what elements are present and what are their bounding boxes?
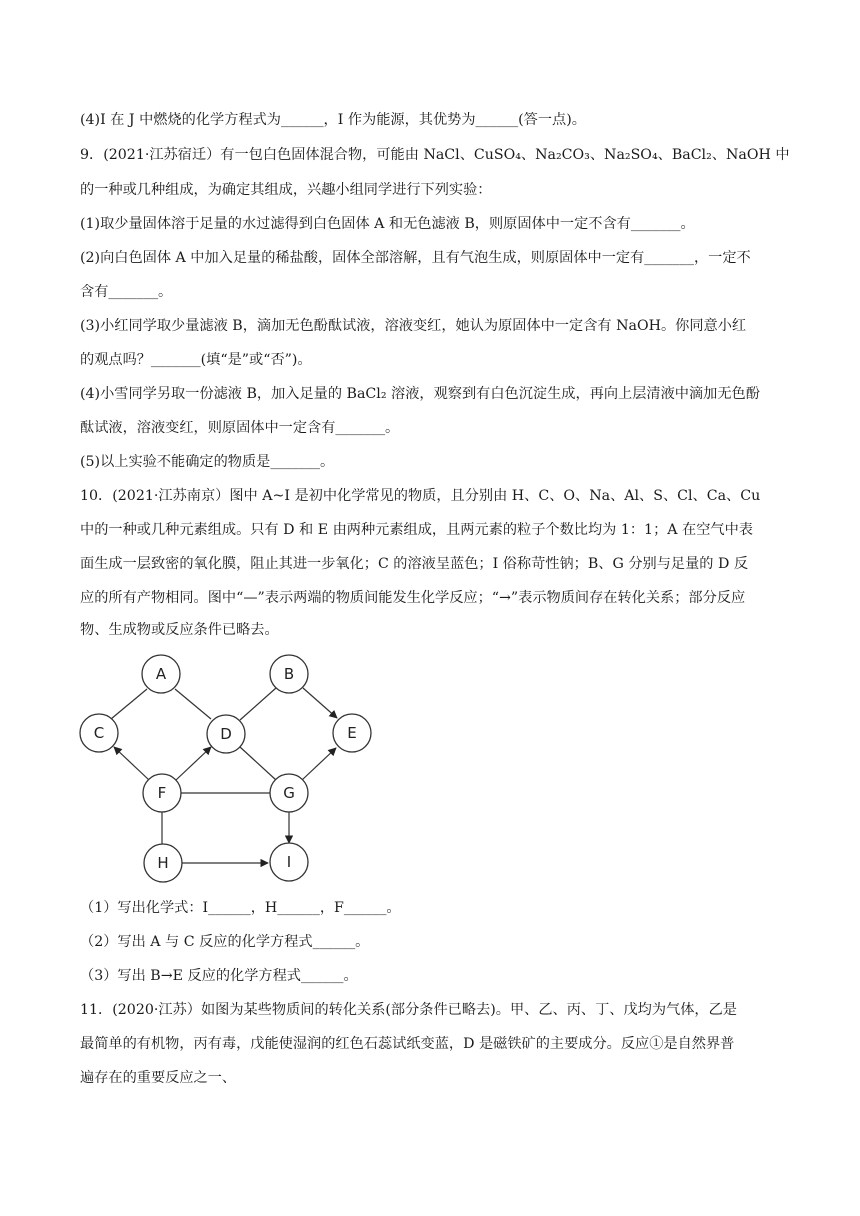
text-line: (4)小雪同学另取一份滤液 B，加入足量的 BaCl₂ 溶液，观察到有白色沉淀生成，再向上层清液中滴加无色酚 [80, 386, 760, 402]
arrow-f-d [176, 747, 211, 780]
text-line: (3)小红同学取少量滤液 B，滴加无色酚酞试液，溶液变红，她认为原固体中一定含有 NaOH。你同意小红 [80, 318, 747, 334]
node-label-b: B [283, 665, 295, 683]
text-line: 11．(2020·江苏）如图为某些物质间的转化关系(部分条件已略去)。甲、乙、丙、丁、戊均为气体，乙是 [80, 1002, 737, 1018]
text-line: 的观点吗？_______(填“是”或“否”)。 [80, 352, 312, 368]
arrow-b-e [303, 688, 337, 718]
node-label-i: I [286, 853, 292, 871]
text-line: 含有_______。 [80, 284, 173, 300]
node-label-c: C [93, 724, 105, 742]
node-label-a: A [155, 665, 167, 683]
text-line: （2）写出 A 与 C 反应的化学方程式______。 [80, 934, 370, 950]
text-line: 遍存在的重要反应之一、 [80, 1070, 237, 1086]
text-line: (1)取少量固体溶于足量的水过滤得到白色固体 A 和无色滤液 B，则原固体中一定不含有_______。 [80, 216, 695, 232]
edge-a-d [175, 689, 211, 719]
text-line: 应的所有产物相同。图中“—”表示两端的物质间能发生化学反应；“→”表示物质间存在转化关系；部分反应 [80, 590, 746, 606]
reaction-diagram [70, 650, 390, 894]
text-line: (4)I 在 J 中燃烧的化学方程式为______，I 作为能源，其优势为______(答一点)。 [80, 112, 586, 128]
edge-d-g [240, 747, 276, 780]
node-label-d: D [220, 725, 232, 743]
node-label-g: G [283, 784, 295, 802]
text-line: 面生成一层致密的氧化膜，阻止其进一步氧化；C 的溶液呈蓝色；I 俗称苛性钠；B、G 分别与足量的 D 反 [80, 556, 749, 572]
text-line: （3）写出 B→E 反应的化学方程式______。 [80, 968, 358, 984]
arrow-g-e [302, 748, 336, 780]
node-label-h: H [157, 854, 169, 872]
text-line: 的一种或几种组成，为确定其组成，兴趣小组同学进行下列实验： [80, 182, 492, 198]
text-line: (2)向白色固体 A 中加入足量的稀盐酸，固体全部溶解，且有气泡生成，则原固体中一定有_______，一定不 [80, 250, 751, 266]
text-line: 10．(2021·江苏南京）图中 A~I 是初中化学常见的物质，且分别由 H、C、O、Na、Al、S、Cl、Ca、Cu [80, 488, 761, 504]
text-line: 最简单的有机物，丙有毒，戊能使湿润的红色石蕊试纸变蓝，D 是磁铁矿的主要成分。反应①是自然界普 [80, 1036, 735, 1052]
edge-a-c [111, 689, 147, 719]
node-label-f: F [157, 784, 167, 802]
edge-b-d [240, 688, 276, 720]
text-line: (5)以上实验不能确定的物质是_______。 [80, 454, 335, 470]
text-line: 中的一种或几种元素组成。只有 D 和 E 由两种元素组成，且两元素的粒子个数比均为 1：1；A 在空气中表 [80, 522, 753, 538]
text-line: 物、生成物或反应条件已略去。 [80, 622, 279, 638]
text-line: （1）写出化学式：I______，H______，F______。 [80, 900, 401, 916]
text-line: 酞试液，溶液变红，则原固体中一定含有_______。 [80, 420, 400, 436]
arrow-f-c [114, 747, 149, 780]
node-label-e: E [347, 724, 357, 742]
text-line: 9．(2021·江苏宿迁）有一包白色固体混合物，可能由 NaCl、CuSO₄、Na₂CO₃、Na₂SO₄、BaCl₂、NaOH 中 [80, 147, 790, 163]
